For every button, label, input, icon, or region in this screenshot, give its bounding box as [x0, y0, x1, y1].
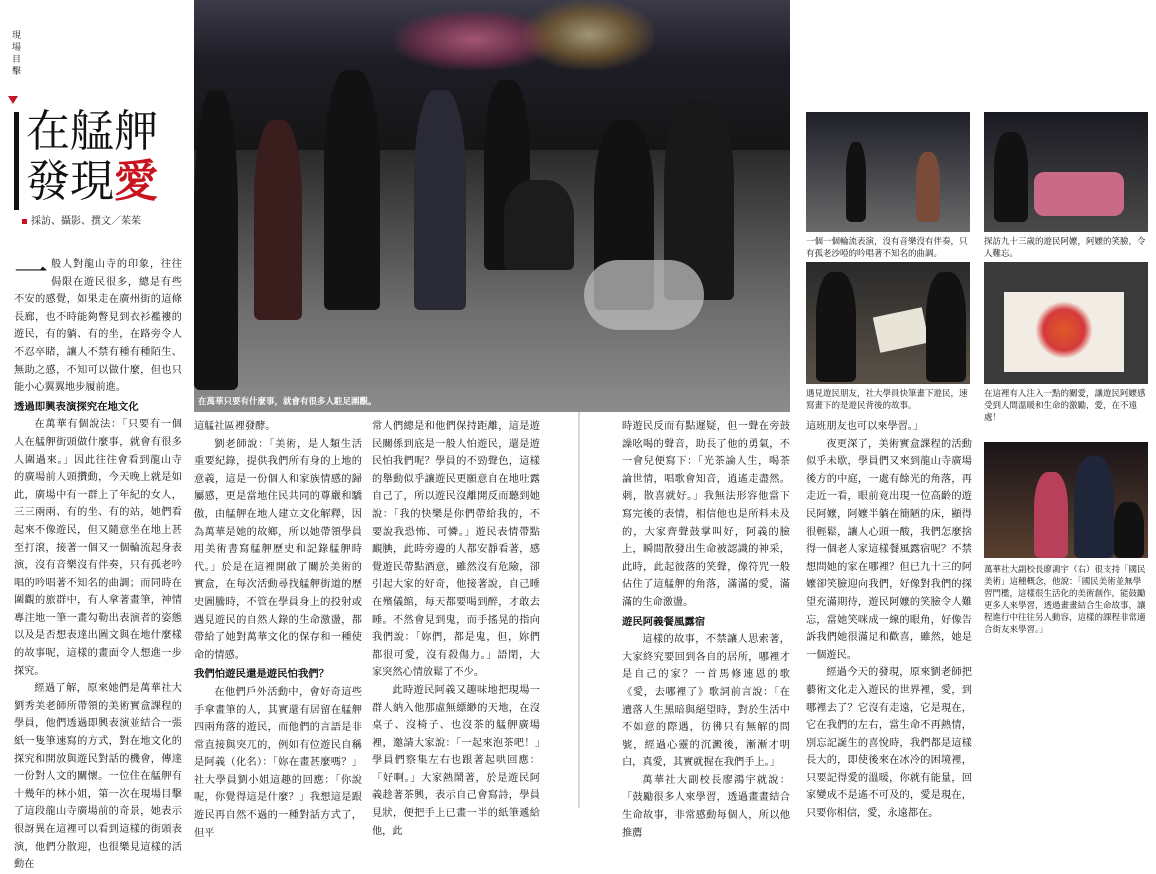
- byline: [22, 212, 141, 227]
- title-line-2-plain: 發現: [26, 156, 114, 207]
- person-silhouette: [324, 70, 380, 310]
- photo-caption-1: 一個一個輪流表演，沒有音樂沒有伴奏，只有孤老沙啞的吟唱著不知名的曲調。: [806, 237, 968, 259]
- body-column-4: [622, 418, 790, 839]
- person-on-ground: [584, 260, 704, 330]
- triangle-marker-icon: [8, 96, 18, 104]
- photo-drawing: [984, 262, 1148, 384]
- subheading-3: 遊民阿義餐風露宿: [622, 615, 706, 628]
- title-line-2: [26, 158, 158, 206]
- blanket: [1034, 172, 1124, 216]
- article-title: [14, 108, 190, 218]
- lead-initial: 一: [14, 253, 48, 293]
- byline-text: 採訪、攝影、撰文／茱茱: [31, 216, 141, 227]
- person-silhouette: [504, 180, 574, 270]
- person-silhouette: [816, 272, 856, 382]
- person-silhouette: [1074, 456, 1114, 558]
- paragraph: 這樣的故事，不禁讓人思索著，大家終究要回到各自的居所，哪裡才是自己的家？一首馬修連恩的歌《愛，去哪裡了》歌詞前言說：「在遺落人生黑暗與絕望時，對於生活中不如意的際遇，彷彿只有無解的問號，經過心靈的沉澱後，漸漸才明白，真愛，其實就握在我們手上。」: [622, 634, 790, 769]
- person-silhouette: [1114, 502, 1144, 558]
- photo-caption-5: 萬華社大副校長廖鴻宇（右）很支持「國民美術」這種概念，他說：「國民美術並無學習門檻，這樣很生活化的美術創作，能鼓勵更多人來學習，透過畫畫結合生命故事，讓程進行中往往另人動容，這樣的課程非常適合街友來學習。」: [984, 565, 1146, 635]
- body-column-1: [14, 253, 182, 871]
- body-column-5: [806, 418, 972, 820]
- subheading-2: 我們怕遊民還是遊民怕我們？: [194, 668, 330, 681]
- person-silhouette: [994, 132, 1028, 222]
- section-tag: 現場目擊: [10, 30, 20, 78]
- paragraph: 這艋社區裡發酵。: [194, 421, 276, 432]
- photo-grandma-visit: [984, 112, 1148, 232]
- paragraph: 此時遊民阿義又趣味地把現場一群人納入他那虛無縹緲的天地，在沒桌子、沒椅子、也沒茶的艋舺廣場裡，邀請大家說：「一起來泡茶吧！」學員們察集左右也跟著起哄回應：「好啊。」大家熱鬧著，於是遊民阿義趁著茶興，表示自己會寫詩，學員見狀，便把手上已畫一半的紙筆遞給他，此: [372, 684, 540, 837]
- person-silhouette: [916, 152, 940, 222]
- building-lights: [524, 0, 654, 70]
- drawing-figure: [1034, 302, 1094, 358]
- sketch-paper: [873, 307, 929, 353]
- paragraph: 萬華社大副校長廖鴻宇就說：「鼓勵很多人來學習，透過畫畫結合生命故事，非常感動每個人，所以他推薦: [622, 774, 790, 839]
- body-column-2: [194, 418, 362, 839]
- photo-vice-principal: [984, 442, 1148, 558]
- paragraph: 經過了解，原來她們是萬華社大劉秀美老師所帶領的美術實盒課程的學員，他們透過即興表演並結合一張紙一隻筆速寫的方式，對在地文化的探究和開放與遊民對話的機會，傳達一份對人文的關懷。一位住在艋舺有十幾年的林小姐，第一次在現場目擊了這段龍山寺廣場前的奇景，她表示很訝異在這裡可以看到這樣的街頭表演，他們分散迎，也很樂見這樣的活動在: [14, 683, 182, 871]
- paragraph: 時遊民反而有點遲疑，但一聲在旁鼓譟吆喝的聲音，助長了他的勇氣，不一會兒便寫下：「光茶論人生，喝茶論世情，唱歌會知音，逍遙走盡然。刺，散喜就好。」我無法形容他當下寫完後的表情，相信他也是所料未及的，大家齊聲鼓掌叫好，阿義的臉上，瞬間散發出生命被認識的神采，此時，此起彼落的笑聲，像符咒一般佔住了這艋舺的角落，滿滿的愛，滿滿的生命激盪。: [622, 421, 790, 608]
- paragraph: 在萬華有個說法：「只要有一個人在艋舺街頭做什麼事，就會有很多人圍過來。」因此往往會看到龍山寺的廣場前人頭攢動，今天晚上就是如此，廣場中有一群上了年紀的女人，三三兩兩、有的坐、有的站，她們看起來不像遊民，但又隨意坐在地上甚至打滾，接著一個又一個輪流起身表演，沒有音樂沒有伴奏，只有孤老吟唱的吟唱著不知名的曲調；而同時在圍觀的旅群中，有人拿著畫筆，神情專注地一筆一畫勾勒出表演者的姿態以及是否想表達出圖文與在地什麼樣的故事呢，這樣的畫面令人想進一步探究。: [14, 419, 182, 677]
- byline-marker-icon: [22, 219, 27, 224]
- person-silhouette: [414, 90, 466, 310]
- person-silhouette: [254, 120, 302, 320]
- paragraph: 經過今天的發現，原來劉老師把藝術文化走入遊民的世界裡，愛，到哪裡去了？它沒有走遠，它是現在，它在我們的左右，當生命不再熱情，別忘記誕生的喜悅時，我們都是這樣長大的，即使後來在冰冷的困境裡，只要記得愛的溫暖，你就有能量，回家變成不是遙不可及的，愛是現在，只要你相信，愛，永遠都在。: [806, 667, 972, 820]
- paragraph: 這班朋友也可以來學習。」: [806, 421, 924, 432]
- main-photo-caption: 在萬華只要有什麼事，就會有很多人駐足圍觀。: [198, 397, 377, 407]
- photo-caption-2: 探訪九十三歲的遊民阿嬤，阿嬤的笑臉，令人難忘。: [984, 237, 1146, 259]
- lead-paragraph: [14, 253, 182, 397]
- main-photo: [194, 0, 790, 412]
- title-line-2-red: 愛: [114, 156, 158, 207]
- photo-performance: [806, 112, 970, 232]
- photo-sketching: [806, 262, 970, 384]
- title-line-1: 在艋舺: [26, 106, 158, 157]
- paragraph: 在他們戶外活動中，會好奇這些手拿畫筆的人，其實還有居留在艋舺四兩角落的遊民，而他們的言語是非常直接與突兀的，例如有位遊民自稱是阿義（化名）：「妳在畫甚麼嗎？」社大學員劉小姐這趣的回應：「你說呢，你覺得這是什麼？」我想這是跟遊民再自然不過的一種對話方式了，但平: [194, 686, 362, 839]
- person-silhouette: [846, 142, 866, 222]
- paragraph: 常人們總是和他們保持距離，這是遊民關係到底是一般人怕遊民，還是遊民怕我們呢？學員的不勁聲色，這樣的舉動似乎讓遊民更願意自在地吐露自己了，所以遊民沒離開反而聽到她說：「我的快樂是你們帶給我的，不要說我恐怖、可憐。」遊民表情帶點靦腆，此時旁邊的人都安靜看著，感覺遊民帶點酒意，雖然沒有危險，卻引起大家的好奇，他接著說，自己睡在殯儀館，每天都要喝到醉，才敢去睡。不然會見到鬼，而手搖晃的指向我們說：「妳們，都是鬼，但，妳們都很可愛，沒有殺傷力。」語閉，大家突然心情放鬆了不少。: [372, 421, 540, 679]
- body-column-3: [372, 418, 540, 837]
- paragraph: 劉老師說：「美術，是人類生活重要紀錄，提供我們所有身的上地的意義，這是一份個人和家族情感的歸屬感，更是當地住民共同的尊嚴和驕傲，由艋舺在地人建立文化解釋，因為萬華是她的故鄉，所以她帶領學員用美術書寫艋舺歷史和記錄艋舺時代。」於是在這裡開啟了關於美術的實盒，在每次活動尋找艋舺街道的歷史圖騰時，不管在學員身上的投射或遇見遊民的自然人錄的生命激盪，都帶給了她對萬華文化的保存和一種使命的情感。: [194, 438, 362, 661]
- paragraph: 夜更深了，美術實盒課程的活動似乎未歇，學員們又來到龍山寺廣場後方的中庭，一處有餘光的角落，再走近一看，眼前竟出現一位高齡的遊民阿嬤，阿嬤半躺在簡陋的床，顯得很輕鬆，讓人心頭一酸，我們怎麼捨得一個老人家這樣餐風露宿呢？不禁想問她的家在哪裡？但已九十三的阿嬤卻笑臉迎向我們，好像對我們的探望充滿期待，遊民阿嬤的笑臉令人難忘，當她笑咪成一線的眼角，好像告訴我們她很滿足和歡喜，雖然，她是一個遊民。: [806, 438, 972, 661]
- person-silhouette: [1034, 472, 1068, 558]
- photo-caption-3: 遇見遊民朋友，社大學員快筆畫下遊民，速寫畫下的是遊民背後的故事。: [806, 389, 968, 411]
- lead-text: 般人對龍山寺的印象，往往侷限在遊民很多，總是有些不安的感覺，如果走在廣州街的這條長廊，也不時能夠瞥見到衣衫襤褸的遊民，有的躺、有的坐，在路旁令人不忍卒睹，讓人不禁有種有種陌生、無助之感，不知可以做什麼，但也只能小心翼翼地步履前進。: [14, 259, 182, 394]
- person-silhouette: [194, 90, 238, 390]
- subheading-1: 透過即興表演探究在地文化: [14, 400, 139, 413]
- person-silhouette: [926, 272, 966, 382]
- title-bar: [14, 112, 19, 210]
- photo-caption-4: 在這裡有人注入一點的關愛，讓遊民阿嬤感受到人間溫暖和生命的激勵，愛，在不遠處！: [984, 389, 1146, 423]
